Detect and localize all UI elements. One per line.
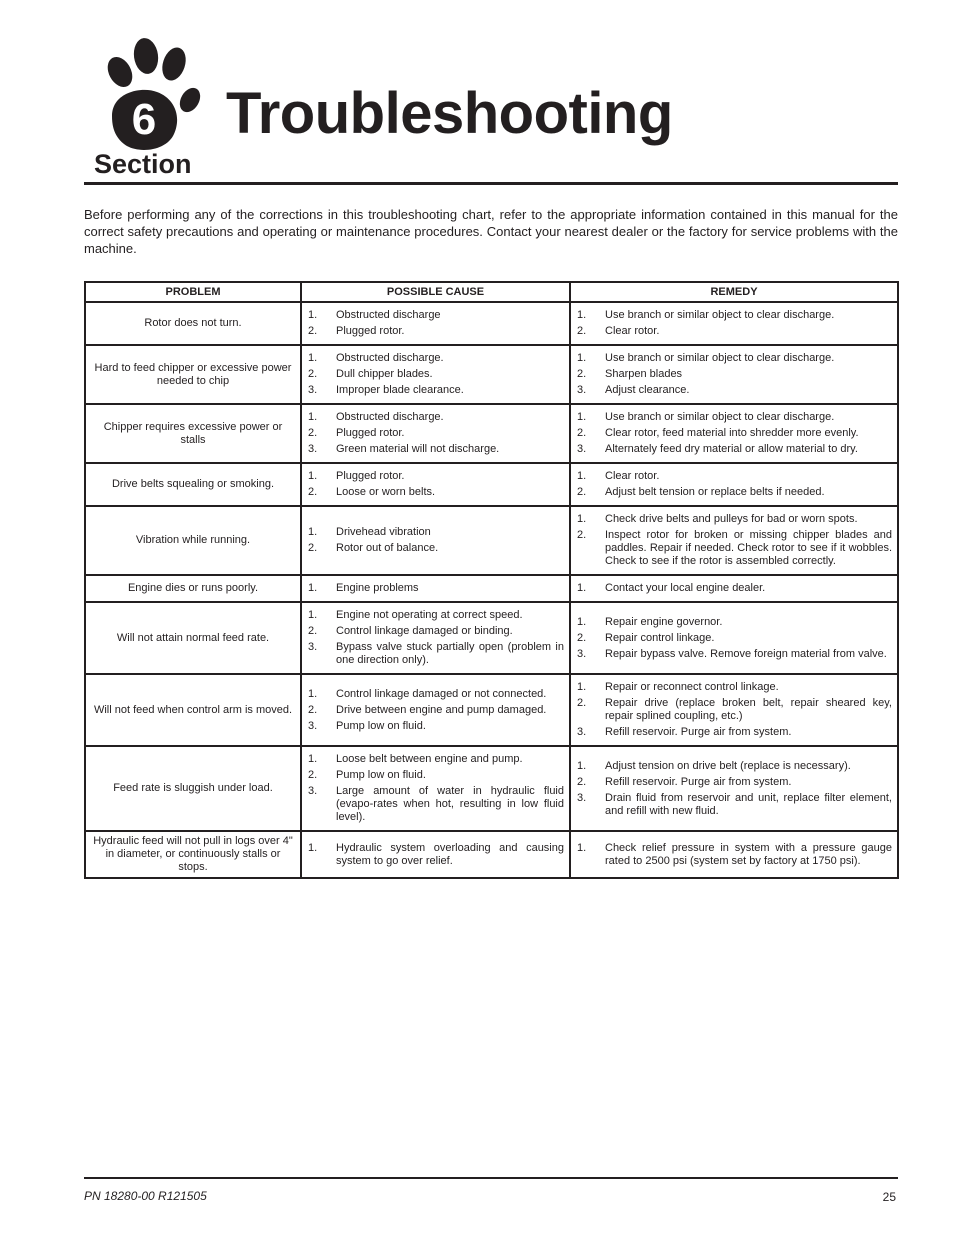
remedy-cell-list [577, 616, 892, 661]
part-number: PN 18280-00 R121505 [84, 1189, 207, 1203]
list-item [308, 309, 564, 322]
list-item [577, 582, 892, 595]
list-item [308, 720, 564, 733]
item-text: Obstructed discharge. [336, 411, 444, 423]
item-text: Plugged rotor. [336, 470, 405, 482]
list-item [577, 427, 892, 440]
item-number: 1. [577, 582, 587, 594]
list-item [577, 616, 892, 629]
footer-divider [84, 1177, 898, 1179]
item-text: Control linkage damaged or not connected. [336, 687, 547, 700]
item-text: Adjust belt tension or replace belts if needed. [605, 486, 825, 498]
item-text: Drive between engine and pump damaged. [336, 703, 547, 716]
item-number: 1. [577, 759, 587, 772]
list-item [308, 384, 564, 397]
item-number: 3. [577, 791, 587, 804]
item-text: Control linkage damaged or binding. [336, 625, 513, 637]
item-text: Pump low on fluid. [336, 769, 426, 781]
item-text: Pump low on fluid. [336, 719, 426, 732]
item-number: 1. [577, 309, 587, 321]
list-item [577, 726, 892, 739]
remedy-cell [570, 674, 898, 746]
list-item [308, 842, 564, 868]
item-text: Refill reservoir. Purge air from system. [605, 726, 792, 738]
item-number: 2. [577, 697, 587, 709]
list-item [308, 704, 564, 717]
item-number: 1. [577, 841, 587, 854]
cause-cell [301, 302, 570, 345]
item-number: 2. [308, 625, 318, 637]
remedy-cell [570, 831, 898, 878]
table-row [85, 746, 898, 831]
section-number: 6 [131, 95, 157, 144]
cause-cell [301, 345, 570, 404]
item-text: Large amount of water in hydraulic fluid (evapo-rates when hot, resulting in low fluid level). [336, 785, 564, 823]
item-text: Contact your local engine dealer. [605, 582, 766, 594]
list-item [308, 542, 564, 555]
list-item [308, 427, 564, 440]
item-number: 3. [577, 443, 587, 455]
item-text: Repair or reconnect control linkage. [605, 681, 779, 693]
list-item [577, 352, 892, 365]
list-item [577, 648, 892, 661]
item-number: 2. [308, 368, 318, 380]
list-item [577, 470, 892, 483]
list-item [577, 486, 892, 499]
item-number: 2. [308, 542, 318, 554]
item-text: Adjust clearance. [605, 384, 690, 396]
item-text: Improper blade clearance. [336, 384, 464, 396]
cause-cell-list [308, 411, 564, 456]
item-number: 3. [577, 647, 587, 660]
item-text: Sharpen blades [605, 368, 683, 380]
cause-cell [301, 506, 570, 575]
cause-cell [301, 404, 570, 463]
list-item [308, 625, 564, 638]
item-number: 1. [308, 582, 318, 594]
remedy-cell-list [577, 681, 892, 739]
item-number: 3. [308, 641, 318, 653]
item-number: 2. [577, 368, 587, 380]
problem-cell: Vibration while running. [85, 506, 301, 575]
item-text: Obstructed discharge. [336, 352, 444, 364]
item-text: Clear rotor. [605, 325, 660, 337]
item-text: Refill reservoir. Purge air from system. [605, 775, 792, 788]
problem-cell: Hydraulic feed will not pull in logs over 4" in diameter, or continuously stalls or stops. [85, 831, 301, 878]
list-item [308, 470, 564, 483]
cause-cell [301, 831, 570, 878]
item-text: Obstructed discharge [336, 309, 441, 321]
list-item [308, 753, 564, 766]
list-item [577, 443, 892, 456]
item-text: Dull chipper blades. [336, 368, 433, 380]
header-possible-cause: POSSIBLE CAUSE [301, 282, 570, 302]
item-text: Engine problems [336, 582, 419, 594]
item-number: 2. [577, 427, 587, 439]
cause-cell [301, 602, 570, 674]
item-number: 1. [577, 615, 587, 628]
remedy-cell-list [577, 760, 892, 818]
list-item [577, 792, 892, 818]
list-item [308, 609, 564, 622]
item-number: 1. [308, 609, 318, 621]
item-number: 1. [308, 352, 318, 364]
remedy-cell [570, 302, 898, 345]
remedy-cell-list [577, 309, 892, 338]
table-row [85, 575, 898, 602]
list-item [308, 325, 564, 338]
cause-cell [301, 463, 570, 506]
troubleshooting-table [84, 281, 899, 879]
item-text: Check drive belts and pulleys for bad or worn spots. [605, 513, 858, 525]
list-item [308, 641, 564, 667]
item-text: Bypass valve stuck partially open (problem in one direction only). [336, 641, 564, 666]
table-row [85, 506, 898, 575]
cause-cell-list [308, 688, 564, 733]
remedy-cell-list [577, 842, 892, 868]
item-text: Hydraulic system overloading and causing system to go over relief. [336, 841, 564, 867]
header-problem: PROBLEM [85, 282, 301, 302]
cause-cell-list [308, 526, 564, 555]
cause-cell-list [308, 309, 564, 338]
remedy-cell-list [577, 582, 892, 595]
item-number: 1. [577, 681, 587, 693]
item-text: Repair engine governor. [605, 615, 723, 628]
item-text: Clear rotor. [605, 470, 660, 482]
item-text: Use branch or similar object to clear discharge. [605, 352, 835, 364]
cause-cell-list [308, 842, 564, 868]
list-item [577, 776, 892, 789]
remedy-cell [570, 602, 898, 674]
cause-cell-list [308, 753, 564, 824]
item-number: 1. [308, 841, 318, 854]
item-number: 1. [308, 470, 318, 482]
item-number: 2. [308, 486, 318, 498]
item-text: Engine not operating at correct speed. [336, 609, 523, 621]
item-text: Loose belt between engine and pump. [336, 753, 523, 765]
item-number: 1. [308, 526, 318, 538]
remedy-cell-list [577, 352, 892, 397]
item-text: Check relief pressure in system with a pressure gauge rated to 2500 psi (system set by factory at 1750 psi). [605, 841, 892, 867]
item-text: Repair bypass valve. Remove foreign material from valve. [605, 647, 887, 660]
header-divider [84, 182, 898, 185]
list-item [577, 842, 892, 868]
item-number: 1. [308, 687, 318, 700]
item-number: 1. [577, 411, 587, 423]
header-remedy: REMEDY [570, 282, 898, 302]
item-number: 1. [308, 309, 318, 321]
item-number: 3. [577, 384, 587, 396]
remedy-cell [570, 575, 898, 602]
cause-cell-list [308, 609, 564, 667]
item-text: Alternately feed dry material or allow material to dry. [605, 443, 858, 455]
table-row [85, 345, 898, 404]
list-item [577, 368, 892, 381]
item-number: 2. [577, 486, 587, 498]
problem-cell: Engine dies or runs poorly. [85, 575, 301, 602]
item-text: Adjust tension on drive belt (replace is necessary). [605, 759, 851, 772]
page-title: Troubleshooting [226, 81, 673, 146]
remedy-cell [570, 463, 898, 506]
list-item [577, 697, 892, 723]
list-item [308, 582, 564, 595]
problem-cell: Rotor does not turn. [85, 302, 301, 345]
list-item [308, 526, 564, 539]
cause-cell [301, 746, 570, 831]
remedy-cell-list [577, 513, 892, 568]
remedy-cell [570, 404, 898, 463]
item-text: Plugged rotor. [336, 427, 405, 439]
list-item [577, 309, 892, 322]
list-item [308, 443, 564, 456]
remedy-cell-list [577, 470, 892, 499]
item-number: 1. [577, 352, 587, 364]
table-header-row [85, 282, 898, 302]
problem-cell: Chipper requires excessive power or stalls [85, 404, 301, 463]
cause-cell-list [308, 470, 564, 499]
item-number: 3. [308, 443, 318, 455]
table-row [85, 674, 898, 746]
problem-cell: Will not feed when control arm is moved. [85, 674, 301, 746]
list-item [308, 411, 564, 424]
list-item [308, 486, 564, 499]
page-number: 25 [882, 1190, 896, 1204]
item-number: 3. [308, 384, 318, 396]
remedy-cell-list [577, 411, 892, 456]
problem-cell: Hard to feed chipper or excessive power needed to chip [85, 345, 301, 404]
list-item [577, 325, 892, 338]
cause-cell [301, 575, 570, 602]
item-number: 2. [308, 325, 318, 337]
remedy-cell [570, 506, 898, 575]
list-item [577, 632, 892, 645]
cause-cell-list [308, 352, 564, 397]
item-number: 2. [308, 703, 318, 716]
remedy-cell [570, 746, 898, 831]
problem-cell: Will not attain normal feed rate. [85, 602, 301, 674]
item-text: Drivehead vibration [336, 526, 431, 538]
list-item [308, 785, 564, 824]
item-text: Repair control linkage. [605, 631, 715, 644]
item-text: Use branch or similar object to clear discharge. [605, 309, 835, 321]
section-label: Section [94, 149, 192, 179]
list-item [577, 529, 892, 568]
paw-print-icon [102, 34, 202, 154]
problem-cell: Feed rate is sluggish under load. [85, 746, 301, 831]
problem-cell: Drive belts squealing or smoking. [85, 463, 301, 506]
item-number: 2. [577, 325, 587, 337]
item-number: 3. [308, 719, 318, 732]
list-item [308, 368, 564, 381]
cause-cell [301, 674, 570, 746]
table-row [85, 404, 898, 463]
item-number: 2. [577, 775, 587, 788]
item-number: 1. [577, 470, 587, 482]
list-item [577, 411, 892, 424]
list-item [308, 688, 564, 701]
intro-paragraph: Before performing any of the corrections in this troubleshooting chart, refer to the appropriate information contained in this manual for the correct safety precautions and operating or maintenance procedures. Contact your nearest dealer or the factory for service problems with the machine. [84, 207, 898, 256]
remedy-cell [570, 345, 898, 404]
item-number: 2. [577, 529, 587, 541]
item-text: Loose or worn belts. [336, 486, 436, 498]
item-text: Rotor out of balance. [336, 542, 439, 554]
item-number: 2. [308, 769, 318, 781]
list-item [308, 769, 564, 782]
table-row [85, 302, 898, 345]
item-number: 1. [308, 753, 318, 765]
item-text: Green material will not discharge. [336, 443, 500, 455]
table-row [85, 831, 898, 878]
list-item [577, 384, 892, 397]
section-header [84, 30, 898, 185]
list-item [577, 681, 892, 694]
item-text: Inspect rotor for broken or missing chipper blades and paddles. Repair if needed. Check rotor to see if it wobbles. Check to see if the rotor is assembled correctly. [605, 529, 892, 567]
item-text: Clear rotor, feed material into shredder more evenly. [605, 427, 859, 439]
list-item [577, 760, 892, 773]
item-text: Plugged rotor. [336, 325, 405, 337]
item-text: Repair drive (replace broken belt, repair sheared key, repair splined coupling, etc.) [605, 697, 892, 722]
item-text: Use branch or similar object to clear discharge. [605, 411, 835, 423]
item-number: 1. [308, 411, 318, 423]
table-row [85, 602, 898, 674]
list-item [308, 352, 564, 365]
list-item [577, 513, 892, 526]
item-number: 3. [577, 726, 587, 738]
item-number: 3. [308, 785, 318, 797]
item-number: 2. [577, 631, 587, 644]
table-row [85, 463, 898, 506]
item-text: Drain fluid from reservoir and unit, replace filter element, and refill with new fluid. [605, 791, 892, 817]
item-number: 2. [308, 427, 318, 439]
item-number: 1. [577, 513, 587, 525]
cause-cell-list [308, 582, 564, 595]
